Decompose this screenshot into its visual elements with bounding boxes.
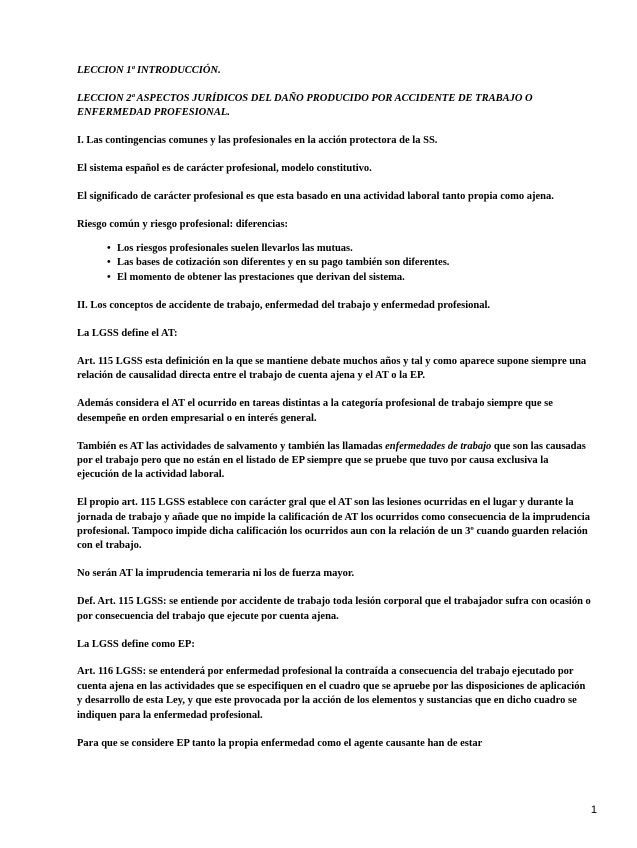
paragraph: Además considera el AT el ocurrido en tareas distintas a la categoría profesional de trabajo siempre que se desempeñe en orden empresarial o en interés general. — [77, 398, 553, 424]
paragraph: La LGSS define el AT: — [77, 327, 178, 339]
paragraph: Para que se considere EP tanto la propia enfermedad como el agente causante han de estar — [77, 737, 483, 749]
section-2-heading: II. Los conceptos de accidente de trabajo, enfermedad del trabajo y enfermedad profesional. — [77, 300, 491, 312]
list-item: • Los riesgos profesionales suelen llevarlos las mutuas. — [117, 242, 592, 256]
differences-list — [77, 242, 592, 285]
paragraph: Riesgo común y riesgo profesional: diferencias: — [77, 218, 289, 230]
document-page — [77, 64, 592, 765]
emphasis-term: enfermedades de trabajo — [385, 440, 492, 452]
paragraph: Def. Art. 115 LGSS: se entiende por accidente de trabajo toda lesión corporal que el trabajador sufra con ocasión o por consecuencia del trabajo que ejecute por cuenta ajena. — [77, 596, 591, 622]
lesson-1-heading: LECCION 1ª INTRODUCCIÓN. — [77, 65, 221, 76]
list-item: • El momento de obtener las prestaciones que derivan del sistema. — [117, 271, 592, 285]
paragraph: El significado de carácter profesional es que esta basado en una actividad laboral tanto propia como ajena. — [77, 191, 554, 203]
page-number: 1 — [590, 804, 597, 816]
paragraph: El sistema español es de carácter profesional, modelo constitutivo. — [77, 163, 372, 175]
paragraph-text: También es AT las actividades de salvamento y también las llamadas — [77, 440, 386, 452]
paragraph-text: que son las causadas por el trabajo pero que no están en el listado de EP siempre que se pruebe que tuvo por causa exclusiva la ejecución de la actividad laboral. — [77, 440, 586, 481]
list-item: • Las bases de cotización son diferentes y en su pago también son diferentes. — [117, 256, 592, 270]
section-1-heading: I. Las contingencias comunes y las profesionales en la acción protectora de la SS. — [77, 135, 438, 147]
paragraph: La LGSS define como EP: — [77, 638, 195, 650]
paragraph — [77, 440, 592, 483]
paragraph: No serán AT la imprudencia temeraria ni los de fuerza mayor. — [77, 568, 355, 580]
paragraph: El propio art. 115 LGSS establece con carácter gral que el AT son las lesiones ocurridas en el lugar y durante la jornada de trabajo y añade que no impide la calificación de AT los ocurridos como consecuencia de la imprudencia profesional. Tampoco impide dicha calificación los ocurridos aun con la relación de un 3º cuando guarden relación con el trabajo. — [77, 497, 590, 552]
paragraph: Art. 115 LGSS esta definición en la que se mantiene debate muchos años y tal y como aparece supone siempre una relación de causalidad directa entre el trabajo de cuenta ajena y el AT o la EP. — [77, 355, 587, 382]
lesson-2-heading: LECCION 2ª ASPECTOS JURÍDICOS DEL DAÑO PRODUCIDO POR ACCIDENTE DE TRABAJO O ENFERMEDAD PROFESIONAL. — [77, 92, 533, 119]
paragraph: Art. 116 LGSS: se entenderá por enfermedad profesional la contraída a consecuencia del trabajo ejecutado por cuenta ajena en las actividades que se especifiquen en el cuadro que se apruebe por las disposiciones de aplicación y desarrollo de esta Ley, y que este provocada por la acción de los elementos y sustancias que en dicho cuadro se indiquen para la enfermedad profesional. — [77, 666, 586, 721]
